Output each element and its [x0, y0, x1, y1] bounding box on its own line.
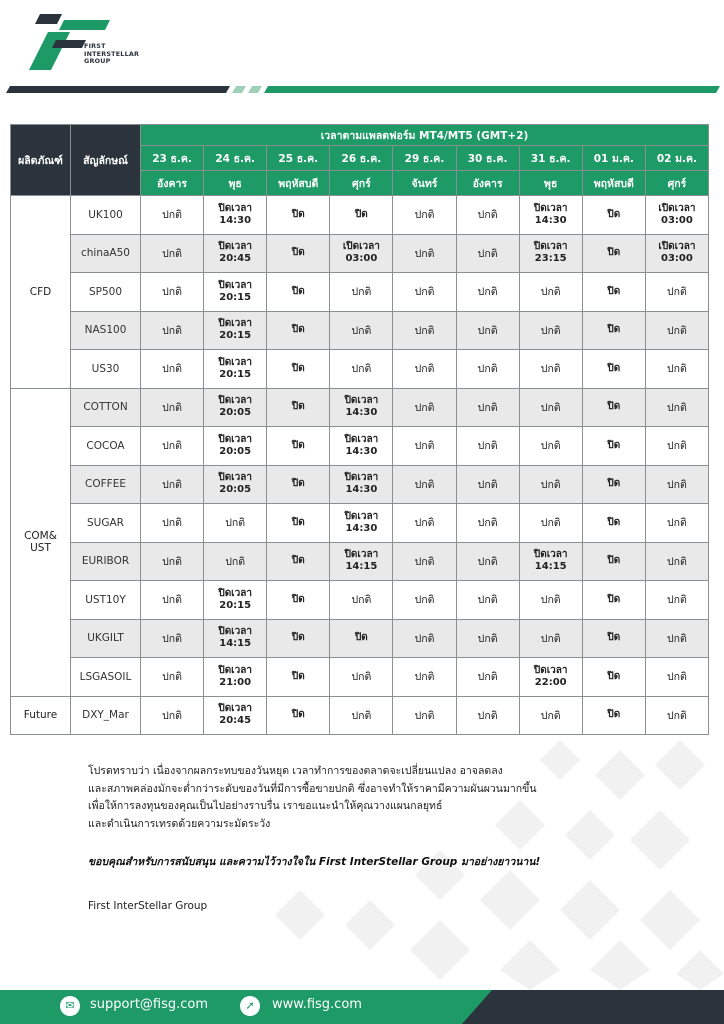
- schedule-cell: ปกติ: [393, 581, 456, 620]
- schedule-cell: ปิด: [582, 196, 645, 235]
- schedule-cell: ปิดเวลา 20:15: [204, 311, 267, 350]
- holiday-notice: [88, 763, 648, 833]
- cursor-icon: ➚: [240, 996, 260, 1016]
- schedule-cell: ปกติ: [141, 234, 204, 273]
- header-date: 24 ธ.ค.: [204, 146, 267, 171]
- symbol-cell: COCOA: [71, 427, 141, 466]
- schedule-cell: ปกติ: [141, 696, 204, 735]
- header-date: 30 ธ.ค.: [456, 146, 519, 171]
- table-row: [11, 350, 709, 389]
- header-date: 31 ธ.ค.: [519, 146, 582, 171]
- schedule-cell: ปกติ: [141, 619, 204, 658]
- schedule-cell: ปกติ: [393, 196, 456, 235]
- schedule-cell: ปิดเวลา 20:05: [204, 427, 267, 466]
- schedule-cell: ปิดเวลา 20:05: [204, 465, 267, 504]
- schedule-cell: ปิด: [330, 619, 393, 658]
- schedule-cell: ปิด: [267, 350, 330, 389]
- schedule-cell: ปกติ: [456, 658, 519, 697]
- schedule-cell: ปิด: [267, 388, 330, 427]
- header-date: 23 ธ.ค.: [141, 146, 204, 171]
- schedule-cell: ปิด: [267, 427, 330, 466]
- symbol-cell: DXY_Mar: [71, 696, 141, 735]
- header-date: 02 ม.ค.: [645, 146, 708, 171]
- schedule-cell: ปกติ: [393, 619, 456, 658]
- schedule-cell: ปกติ: [645, 619, 708, 658]
- schedule-cell: ปกติ: [645, 350, 708, 389]
- schedule-cell: ปกติ: [456, 696, 519, 735]
- schedule-cell: ปกติ: [393, 234, 456, 273]
- schedule-cell: ปกติ: [456, 581, 519, 620]
- schedule-cell: ปกติ: [393, 542, 456, 581]
- schedule-cell: ปิด: [582, 273, 645, 312]
- schedule-cell: ปิดเวลา 20:05: [204, 388, 267, 427]
- schedule-cell: ปิดเวลา 14:30: [204, 196, 267, 235]
- schedule-cell: ปกติ: [645, 465, 708, 504]
- schedule-cell: ปกติ: [519, 581, 582, 620]
- schedule-cell: ปิดเวลา 21:00: [204, 658, 267, 697]
- schedule-cell: เปิดเวลา 03:00: [645, 234, 708, 273]
- schedule-cell: ปกติ: [330, 273, 393, 312]
- schedule-cell: ปกติ: [393, 696, 456, 735]
- schedule-cell: ปิด: [330, 196, 393, 235]
- header-day: พุธ: [519, 171, 582, 196]
- table-row: [11, 465, 709, 504]
- schedule-cell: ปกติ: [141, 581, 204, 620]
- schedule-cell: ปิดเวลา 20:15: [204, 273, 267, 312]
- signature: First InterStellar Group: [88, 900, 208, 912]
- table-row: [11, 311, 709, 350]
- schedule-cell: ปิด: [582, 311, 645, 350]
- symbol-cell: COFFEE: [71, 465, 141, 504]
- schedule-cell: ปิด: [267, 196, 330, 235]
- schedule-cell: ปกติ: [645, 427, 708, 466]
- schedule-cell: ปิดเวลา 20:45: [204, 234, 267, 273]
- schedule-cell: ปกติ: [456, 465, 519, 504]
- schedule-cell: ปกติ: [645, 388, 708, 427]
- schedule-cell: ปกติ: [393, 504, 456, 543]
- schedule-cell: ปกติ: [393, 350, 456, 389]
- schedule-cell: ปกติ: [393, 273, 456, 312]
- table-row: [11, 696, 709, 735]
- schedule-cell: ปิด: [582, 542, 645, 581]
- schedule-cell: ปิดเวลา 20:45: [204, 696, 267, 735]
- schedule-cell: ปิดเวลา 14:30: [330, 427, 393, 466]
- schedule-cell: ปกติ: [330, 350, 393, 389]
- schedule-cell: ปิด: [582, 234, 645, 273]
- schedule-cell: ปิดเวลา 14:30: [330, 504, 393, 543]
- header-day: พฤหัสบดี: [267, 171, 330, 196]
- table-row: [11, 542, 709, 581]
- header-product: ผลิตภัณฑ์: [11, 125, 71, 196]
- schedule-cell: ปกติ: [204, 504, 267, 543]
- schedule-cell: ปกติ: [330, 581, 393, 620]
- notice-line: และดำเนินการเทรดด้วยความระมัดระวัง: [88, 817, 271, 830]
- schedule-cell: ปกติ: [456, 196, 519, 235]
- company-logo-text: FIRST INTERSTELLAR GROUP: [84, 42, 140, 65]
- schedule-cell: ปิดเวลา 22:00: [519, 658, 582, 697]
- schedule-cell: ปิดเวลา 14:15: [204, 619, 267, 658]
- table-row: [11, 619, 709, 658]
- symbol-cell: EURIBOR: [71, 542, 141, 581]
- footer-website-link[interactable]: www.fisg.com: [272, 997, 362, 1012]
- schedule-cell: เปิดเวลา 03:00: [330, 234, 393, 273]
- schedule-cell: ปกติ: [456, 273, 519, 312]
- schedule-cell: ปกติ: [393, 388, 456, 427]
- schedule-cell: ปกติ: [393, 465, 456, 504]
- symbol-cell: UKGILT: [71, 619, 141, 658]
- schedule-cell: เปิดเวลา 03:00: [645, 196, 708, 235]
- schedule-cell: ปกติ: [519, 619, 582, 658]
- schedule-cell: ปิดเวลา 20:15: [204, 350, 267, 389]
- notice-line: โปรดทราบว่า เนื่องจากผลกระทบของวันหยุด เวลาทำการของตลาดจะเปลี่ยนแปลง อาจลดลง: [88, 765, 503, 777]
- header-day: อังคาร: [456, 171, 519, 196]
- schedule-cell: ปกติ: [456, 427, 519, 466]
- schedule-cell: ปกติ: [456, 388, 519, 427]
- schedule-cell: ปิด: [267, 234, 330, 273]
- schedule-cell: ปกติ: [141, 504, 204, 543]
- schedule-cell: ปิด: [267, 581, 330, 620]
- header-date: 26 ธ.ค.: [330, 146, 393, 171]
- schedule-cell: ปกติ: [204, 542, 267, 581]
- header-day: ศุกร์: [330, 171, 393, 196]
- table-row: [11, 581, 709, 620]
- footer: [0, 990, 724, 1024]
- category-cell: Future: [11, 696, 71, 735]
- schedule-cell: ปกติ: [141, 273, 204, 312]
- schedule-cell: ปิด: [267, 311, 330, 350]
- symbol-cell: SUGAR: [71, 504, 141, 543]
- schedule-cell: ปกติ: [330, 696, 393, 735]
- schedule-cell: ปกติ: [393, 658, 456, 697]
- table-row: [11, 388, 709, 427]
- schedule-cell: ปิดเวลา 14:30: [519, 196, 582, 235]
- symbol-cell: COTTON: [71, 388, 141, 427]
- schedule-cell: ปกติ: [141, 311, 204, 350]
- schedule-cell: ปิดเวลา 14:30: [330, 388, 393, 427]
- header-symbol: สัญลักษณ์: [71, 125, 141, 196]
- schedule-cell: ปกติ: [393, 427, 456, 466]
- schedule-cell: ปกติ: [141, 350, 204, 389]
- schedule-cell: ปิด: [267, 542, 330, 581]
- schedule-cell: ปิด: [582, 350, 645, 389]
- symbol-cell: UST10Y: [71, 581, 141, 620]
- schedule-cell: ปกติ: [645, 542, 708, 581]
- header-stripes: [0, 86, 724, 94]
- footer-accent: [462, 990, 724, 1024]
- schedule-cell: ปกติ: [519, 311, 582, 350]
- schedule-cell: ปกติ: [393, 311, 456, 350]
- schedule-cell: ปกติ: [456, 234, 519, 273]
- header-date: 01 ม.ค.: [582, 146, 645, 171]
- schedule-cell: ปกติ: [519, 388, 582, 427]
- header-day: พุธ: [204, 171, 267, 196]
- schedule-cell: ปิด: [582, 388, 645, 427]
- schedule-cell: ปกติ: [519, 427, 582, 466]
- footer-email-link[interactable]: support@fisg.com: [90, 997, 209, 1012]
- schedule-cell: ปกติ: [456, 619, 519, 658]
- schedule-cell: ปกติ: [141, 388, 204, 427]
- notice-line: เพื่อให้การลงทุนของคุณเป็นไปอย่างราบรื่น เราขอแนะนำให้คุณวางแผนกลยุทธ์: [88, 800, 443, 812]
- schedule-cell: ปกติ: [645, 581, 708, 620]
- schedule-cell: ปิด: [582, 658, 645, 697]
- symbol-cell: LSGASOIL: [71, 658, 141, 697]
- header-day: พฤหัสบดี: [582, 171, 645, 196]
- category-cell: COM& UST: [11, 388, 71, 696]
- schedule-cell: ปกติ: [645, 273, 708, 312]
- notice-line: และสภาพคล่องมักจะต่ำกว่าระดับของวันที่มีการซื้อขายปกติ ซึ่งอาจทำให้ราคามีความผันผวนมากขึ้น: [88, 782, 537, 795]
- schedule-cell: ปกติ: [519, 696, 582, 735]
- symbol-cell: NAS100: [71, 311, 141, 350]
- schedule-cell: ปิด: [267, 619, 330, 658]
- schedule-cell: ปิดเวลา 14:15: [330, 542, 393, 581]
- schedule-cell: ปกติ: [141, 196, 204, 235]
- schedule-cell: ปิดเวลา 14:30: [330, 465, 393, 504]
- schedule-cell: ปกติ: [330, 658, 393, 697]
- schedule-cell: ปกติ: [456, 350, 519, 389]
- schedule-cell: ปิด: [582, 581, 645, 620]
- schedule-cell: ปกติ: [645, 311, 708, 350]
- schedule-cell: ปกติ: [141, 542, 204, 581]
- schedule-cell: ปกติ: [645, 658, 708, 697]
- schedule-cell: ปิด: [267, 696, 330, 735]
- schedule-cell: ปกติ: [519, 504, 582, 543]
- header-day: ศุกร์: [645, 171, 708, 196]
- category-cell: CFD: [11, 196, 71, 389]
- header-day: จันทร์: [393, 171, 456, 196]
- table-row: [11, 504, 709, 543]
- schedule-cell: ปิด: [582, 427, 645, 466]
- symbol-cell: US30: [71, 350, 141, 389]
- table-row: [11, 196, 709, 235]
- thanks-message: ขอบคุณสำหรับการสนับสนุน และความไว้วางใจใน First InterStellar Group มาอย่างยาวนาน!: [88, 856, 541, 868]
- schedule-cell: ปิดเวลา 20:15: [204, 581, 267, 620]
- header-day: อังคาร: [141, 171, 204, 196]
- schedule-cell: ปิดเวลา 23:15: [519, 234, 582, 273]
- schedule-cell: ปกติ: [519, 273, 582, 312]
- schedule-cell: ปิดเวลา 14:15: [519, 542, 582, 581]
- schedule-cell: ปกติ: [141, 427, 204, 466]
- schedule-cell: ปกติ: [645, 696, 708, 735]
- schedule-cell: ปิด: [582, 619, 645, 658]
- holiday-schedule-table: [10, 124, 709, 735]
- header-date: 29 ธ.ค.: [393, 146, 456, 171]
- table-row: [11, 273, 709, 312]
- schedule-cell: ปกติ: [141, 658, 204, 697]
- schedule-cell: ปิด: [267, 465, 330, 504]
- email-icon: ✉: [60, 996, 80, 1016]
- schedule-cell: ปกติ: [645, 504, 708, 543]
- symbol-cell: SP500: [71, 273, 141, 312]
- schedule-cell: ปกติ: [141, 465, 204, 504]
- symbol-cell: chinaA50: [71, 234, 141, 273]
- schedule-cell: ปิด: [582, 504, 645, 543]
- header-date: 25 ธ.ค.: [267, 146, 330, 171]
- schedule-cell: ปิด: [267, 273, 330, 312]
- schedule-cell: ปิด: [582, 696, 645, 735]
- header-platform-time: เวลาตามแพลตฟอร์ม MT4/MT5 (GMT+2): [141, 125, 709, 146]
- schedule-cell: ปกติ: [456, 311, 519, 350]
- schedule-cell: ปิด: [582, 465, 645, 504]
- schedule-cell: ปกติ: [456, 504, 519, 543]
- schedule-cell: ปิด: [267, 658, 330, 697]
- schedule-cell: ปิด: [267, 504, 330, 543]
- schedule-cell: ปกติ: [519, 350, 582, 389]
- table-row: [11, 234, 709, 273]
- schedule-cell: ปกติ: [456, 542, 519, 581]
- table-row: [11, 427, 709, 466]
- schedule-cell: ปกติ: [330, 311, 393, 350]
- schedule-cell: ปกติ: [519, 465, 582, 504]
- symbol-cell: UK100: [71, 196, 141, 235]
- table-row: [11, 658, 709, 697]
